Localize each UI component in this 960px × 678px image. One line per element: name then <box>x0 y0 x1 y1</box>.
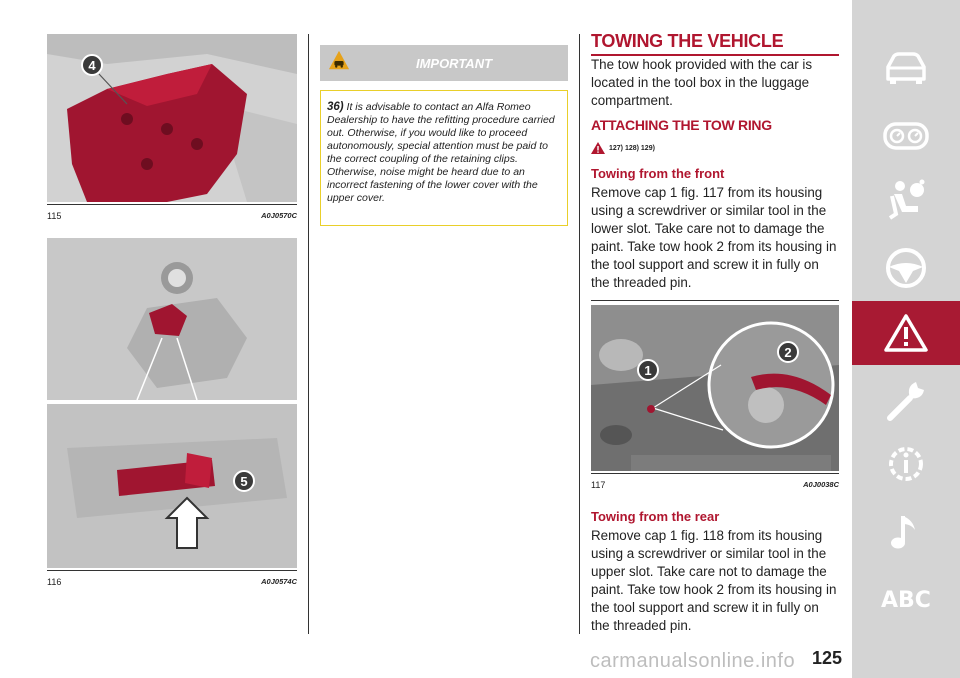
car-icon <box>884 51 928 85</box>
sidebar-item-car[interactable] <box>852 36 960 100</box>
watermark: carmanualsonline.info <box>590 650 796 672</box>
column-divider <box>579 34 580 634</box>
sidebar-item-technical-data[interactable] <box>852 432 960 496</box>
important-header <box>320 45 568 81</box>
important-note <box>320 90 568 226</box>
note-text: It is advisable to contact an Alfa Romeo Dealership to have the refitting procedure carried out. Otherwise, if you would like to proceed autonomously, special attention must be paid to the correct coupling of the retaining clips. Otherwise, noise might be heard due to an incorrect fastening of the lower cover with the upper cover. <box>327 101 555 204</box>
important-title: IMPORTANT <box>415 55 493 71</box>
figure-117-image <box>591 305 839 471</box>
figure-116-caption <box>47 570 297 587</box>
intro-paragraph: The tow hook provided with the car is located in the tool box in the luggage compartment. <box>591 57 813 108</box>
gear-info-icon <box>884 442 928 486</box>
column-divider <box>308 34 309 634</box>
chapter-sidebar <box>852 0 960 678</box>
page-number: 125 <box>812 648 843 668</box>
wrench-icon <box>884 378 928 422</box>
figure-number: 117 <box>591 480 606 490</box>
warning-icon <box>883 313 929 353</box>
figure-code: A0J0038C <box>803 480 839 489</box>
sidebar-item-index[interactable] <box>852 568 960 632</box>
figure-callout: 5 <box>233 470 255 492</box>
dashboard-icon <box>883 122 929 150</box>
sidebar-item-maintenance[interactable] <box>852 368 960 432</box>
sidebar-item-safety[interactable] <box>852 168 960 232</box>
steering-wheel-icon <box>885 247 927 289</box>
sidebar-item-dashboard[interactable] <box>852 104 960 168</box>
figure-117-caption <box>591 473 839 490</box>
airbag-seat-icon <box>884 178 928 222</box>
sidebar-item-multimedia[interactable] <box>852 500 960 564</box>
rear-towing-title: Towing from the rear <box>591 509 720 524</box>
reference-numbers: 127) 128) 129) <box>609 144 655 152</box>
front-towing-text: Remove cap 1 fig. 117 from its housing using a screwdriver or similar tool in the lower slot. Take care not to damage the paint. Take tow hook 2 from its housing in the tool support and screw it in fully on the threaded pin. <box>591 185 837 290</box>
figure-number: 116 <box>47 577 62 587</box>
section-title: TOWING THE VEHICLE <box>591 31 839 56</box>
attach-title: ATTACHING THE TOW RING <box>591 117 772 133</box>
figure-115-caption <box>47 204 297 221</box>
figure-number: 115 <box>47 211 62 221</box>
figure-116-image <box>47 238 297 568</box>
rear-towing-text: Remove cap 1 fig. 118 from its housing using a screwdriver or similar tool in the upper slot. Take care not to damage the paint. Take tow hook 2 from its housing in the tool support and screw it in fully on the threaded pin. <box>591 528 837 633</box>
warning-icon <box>591 142 605 154</box>
music-note-icon <box>889 512 923 552</box>
cross-references <box>591 142 655 154</box>
sidebar-item-emergency[interactable] <box>852 301 960 365</box>
warning-car-icon <box>328 50 350 72</box>
figure-115-image <box>47 34 297 202</box>
note-number: 36) <box>327 101 344 113</box>
figure-rule <box>591 300 839 301</box>
figure-callout: 2 <box>777 341 799 363</box>
figure-callout: 4 <box>81 54 103 76</box>
sidebar-item-driving[interactable] <box>852 236 960 300</box>
figure-callout: 1 <box>637 359 659 381</box>
front-towing-title: Towing from the front <box>591 166 725 181</box>
figure-code: A0J0574C <box>261 577 297 586</box>
figure-code: A0J0570C <box>261 211 297 220</box>
index-label: ABC <box>881 587 931 613</box>
